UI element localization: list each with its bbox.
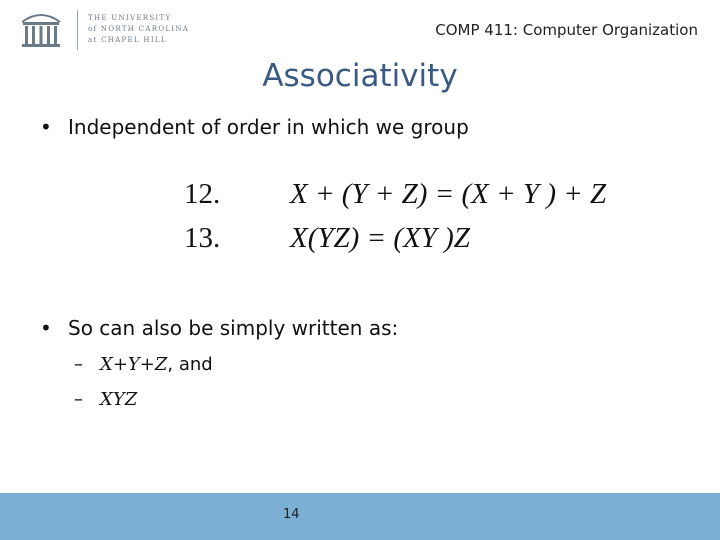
logo-wordmark (88, 13, 198, 46)
equation-13: X(YZ) = (XY )Z (290, 222, 470, 254)
sub-item-2-math: XYZ (100, 389, 138, 410)
slide-title: Associativity (262, 58, 458, 94)
bullet-text-2: So can also be simply written as: (68, 316, 399, 340)
equation-12: X + (Y + Z) = (X + Y ) + Z (290, 178, 607, 210)
page-number: 14 (283, 507, 300, 522)
course-title: COMP 411: Computer Organization (435, 21, 698, 39)
equation-number-12: 12. (184, 178, 221, 210)
bullet-text-1: Independent of order in which we group (68, 115, 469, 139)
dash-marker: – (74, 389, 83, 410)
logo-divider (77, 10, 78, 50)
logo-line-2: of NORTH CAROLINA (88, 25, 190, 33)
sub-item-2 (74, 389, 137, 410)
logo-line-3: at CHAPEL HILL (88, 36, 167, 44)
old-well-icon (16, 8, 66, 50)
dash-marker: – (74, 354, 83, 375)
sub-item-1-text: , and (167, 354, 213, 375)
bullet-marker: • (40, 115, 52, 139)
sub-item-1 (74, 354, 213, 375)
equation-number-13: 13. (184, 222, 221, 254)
bullet-item-1 (40, 115, 469, 139)
bullet-item-2 (40, 316, 398, 340)
sub-item-1-math: X+Y+Z (100, 354, 168, 375)
logo-line-1: THE UNIVERSITY (88, 14, 172, 22)
unc-logo (16, 8, 190, 52)
bullet-marker: • (40, 316, 52, 340)
footer-bar (0, 493, 720, 540)
